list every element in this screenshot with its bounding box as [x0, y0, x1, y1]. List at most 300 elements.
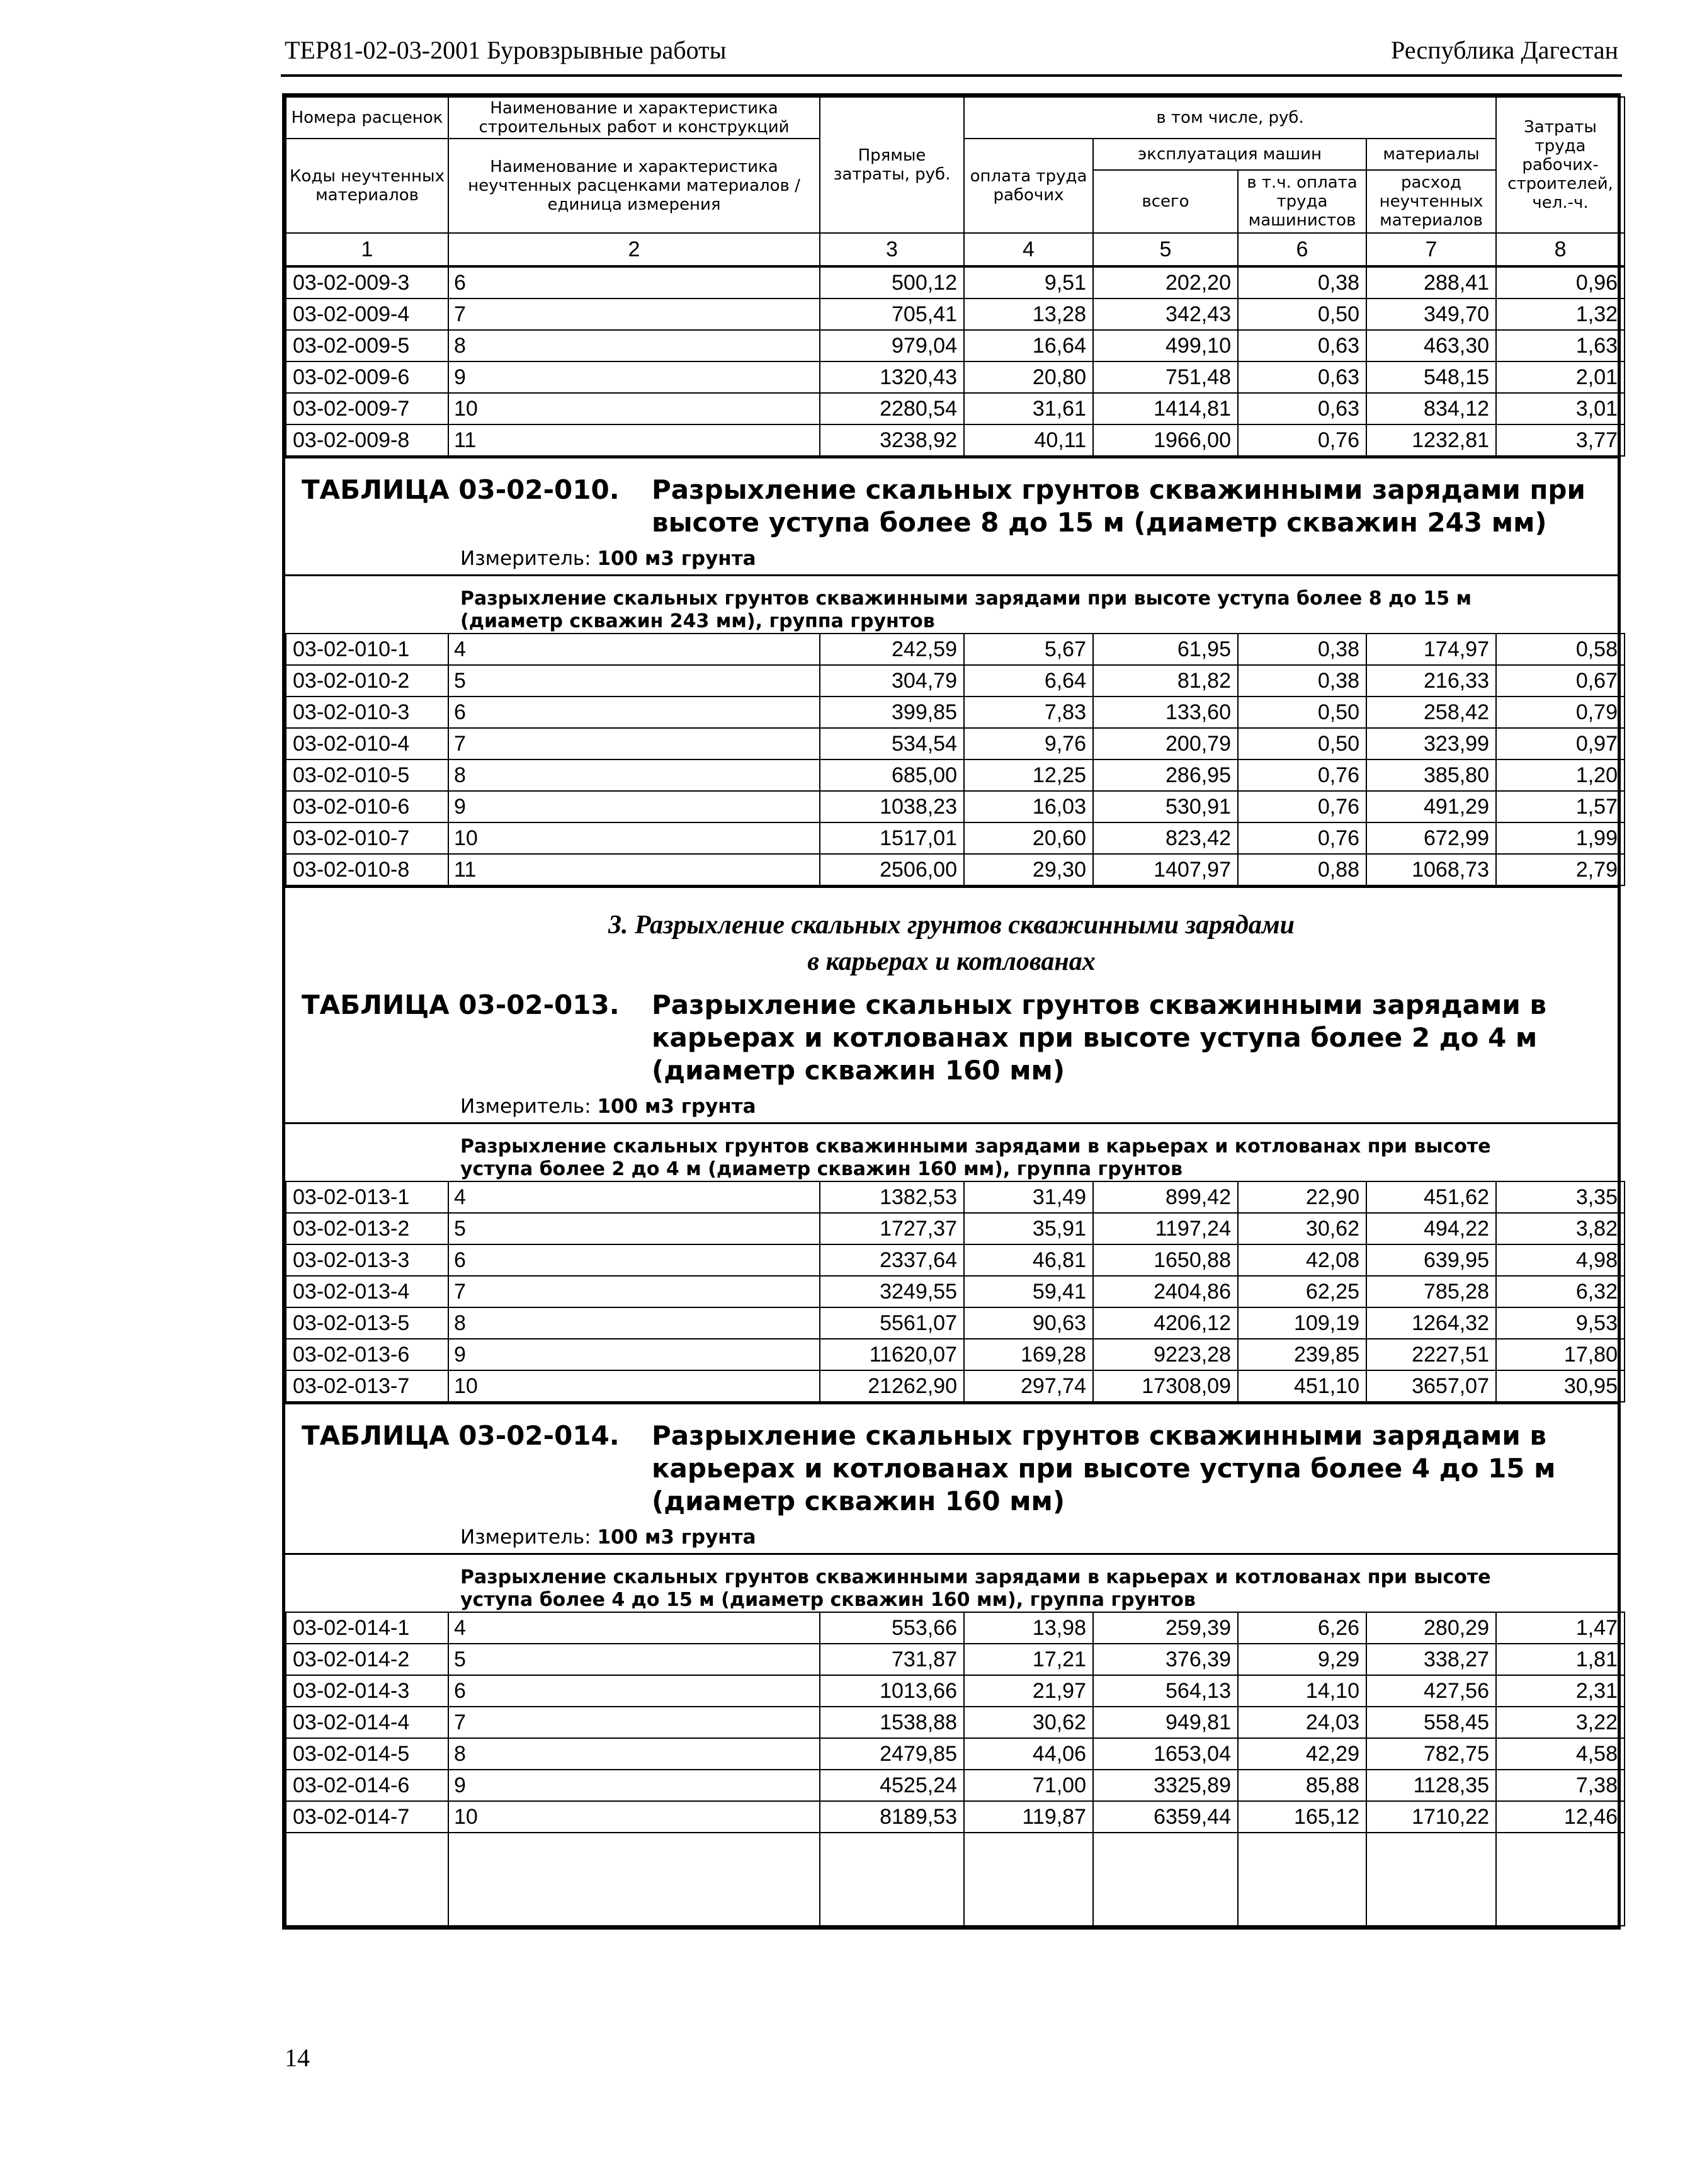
cell-rate-code: 03-02-010-5: [286, 759, 448, 791]
table-014-measure: [285, 1518, 1618, 1553]
cell-machines-total: 751,48: [1093, 361, 1238, 393]
cell-rock-group: 4: [448, 1181, 820, 1213]
cell-rate-code: 03-02-013-6: [286, 1339, 448, 1370]
cell-materials: 1068,73: [1366, 854, 1496, 885]
table-013-title: Разрыхление скальных грунтов скважинными зарядами в карьерах и котлованах при высоте уступа более 2 до 4 м (диаметр скважин 160 мм): [652, 989, 1546, 1086]
cell-rate-code: 03-02-010-7: [286, 822, 448, 854]
cell-direct-costs: 1382,53: [820, 1181, 964, 1213]
cell-materials: 258,42: [1366, 697, 1496, 728]
cell-machines-total: 9223,28: [1093, 1339, 1238, 1370]
cell-rock-group: 4: [448, 634, 820, 665]
cell-machines-total: 1650,88: [1093, 1244, 1238, 1276]
cell-rock-group: 7: [448, 1276, 820, 1307]
cell-rate-code: 03-02-010-8: [286, 854, 448, 885]
cell-rate-code: 03-02-009-5: [286, 330, 448, 361]
header-machines-total: всего: [1093, 170, 1238, 233]
table-row: [286, 330, 1625, 361]
header-machines-labor: в т.ч. оплата труда машинистов: [1238, 170, 1366, 233]
cell-rate-code: 03-02-013-3: [286, 1244, 448, 1276]
cell-labor-pay: 297,74: [964, 1370, 1093, 1402]
cell-rock-group: 8: [448, 1738, 820, 1770]
rates-table-010: [285, 633, 1625, 886]
cell-direct-costs: 1538,88: [820, 1707, 964, 1738]
cell-labor-pay: 9,51: [964, 266, 1093, 299]
header-materials-unaccounted: расход неучтенных материалов: [1366, 170, 1496, 233]
header-rule: [281, 74, 1622, 77]
cell-machines-labor: 42,29: [1238, 1738, 1366, 1770]
cell-rock-group: 5: [448, 665, 820, 697]
cell-machines-total: 1653,04: [1093, 1738, 1238, 1770]
cell-machines-total: 342,43: [1093, 299, 1238, 330]
cell-machines-total: 61,95: [1093, 634, 1238, 665]
cell-materials: 216,33: [1366, 665, 1496, 697]
colnum-3: 3: [820, 233, 964, 266]
cell-labor-pay: 20,60: [964, 822, 1093, 854]
table-row: [286, 1213, 1625, 1244]
cell-machines-labor: 165,12: [1238, 1801, 1366, 1833]
table-014-group: [285, 1555, 1618, 1612]
cell-labor-hours: 3,22: [1496, 1707, 1625, 1738]
cell-rock-group: 6: [448, 697, 820, 728]
header-rate-numbers: Номера расценок: [286, 97, 448, 139]
cell-labor-pay: 59,41: [964, 1276, 1093, 1307]
cell-materials: 1710,22: [1366, 1801, 1496, 1833]
cell-materials: 3657,07: [1366, 1370, 1496, 1402]
cell-machines-labor: 85,88: [1238, 1770, 1366, 1801]
cell-direct-costs: 242,59: [820, 634, 964, 665]
cell-machines-labor: 22,90: [1238, 1181, 1366, 1213]
header-material-codes: Коды неучтенных материалов: [286, 139, 448, 233]
cell-direct-costs: 685,00: [820, 759, 964, 791]
cell-labor-pay: 31,61: [964, 393, 1093, 424]
cell-labor-hours: 17,80: [1496, 1339, 1625, 1370]
cell-machines-total: 6359,44: [1093, 1801, 1238, 1833]
cell-materials: 782,75: [1366, 1738, 1496, 1770]
cell-direct-costs: 8189,53: [820, 1801, 964, 1833]
cell-machines-labor: 30,62: [1238, 1213, 1366, 1244]
cell-rate-code: 03-02-014-3: [286, 1675, 448, 1707]
cell-machines-total: 376,39: [1093, 1644, 1238, 1675]
cell-rock-group: 8: [448, 759, 820, 791]
header-materials: материалы: [1366, 139, 1496, 170]
cell-materials: 2227,51: [1366, 1339, 1496, 1370]
cell-labor-pay: 119,87: [964, 1801, 1093, 1833]
cell-machines-labor: 0,63: [1238, 361, 1366, 393]
cell-materials: 785,28: [1366, 1276, 1496, 1307]
cell-rate-code: 03-02-009-7: [286, 393, 448, 424]
cell-rate-code: 03-02-013-5: [286, 1307, 448, 1339]
cell-machines-labor: 62,25: [1238, 1276, 1366, 1307]
colnum-1: 1: [286, 233, 448, 266]
cell-rate-code: 03-02-013-7: [286, 1370, 448, 1402]
table-row: [286, 1770, 1625, 1801]
cell-machines-total: 564,13: [1093, 1675, 1238, 1707]
cell-direct-costs: 11620,07: [820, 1339, 964, 1370]
group-line-1: Разрыхление скальных грунтов скважинными зарядами в карьерах и котлованах при высоте: [460, 1566, 1491, 1588]
table-014-label: ТАБЛИЦА 03-02-014.: [302, 1420, 620, 1451]
table-row: [286, 424, 1625, 456]
cell-materials: 174,97: [1366, 634, 1496, 665]
cell-labor-hours: 4,58: [1496, 1738, 1625, 1770]
table-row: [286, 1276, 1625, 1307]
cell-materials: 280,29: [1366, 1612, 1496, 1644]
cell-labor-pay: 31,49: [964, 1181, 1093, 1213]
group-line-2: (диаметр скважин 243 мм), группа грунтов: [460, 610, 935, 632]
header-work-name: Наименование и характеристика строительных работ и конструкций: [448, 97, 820, 139]
cell-labor-hours: 4,98: [1496, 1244, 1625, 1276]
cell-rock-group: 10: [448, 822, 820, 854]
header-including: в том числе, руб.: [964, 97, 1496, 139]
cell-labor-pay: 44,06: [964, 1738, 1093, 1770]
cell-machines-total: 17308,09: [1093, 1370, 1238, 1402]
cell-machines-labor: 24,03: [1238, 1707, 1366, 1738]
cell-rate-code: 03-02-010-3: [286, 697, 448, 728]
cell-machines-total: 899,42: [1093, 1181, 1238, 1213]
cell-rock-group: 6: [448, 1244, 820, 1276]
page-number: 14: [285, 2044, 310, 2072]
cell-machines-labor: 6,26: [1238, 1612, 1366, 1644]
cell-labor-hours: 30,95: [1496, 1370, 1625, 1402]
cell-machines-labor: 0,63: [1238, 330, 1366, 361]
cell-rock-group: 4: [448, 1612, 820, 1644]
cell-materials: 1128,35: [1366, 1770, 1496, 1801]
cell-materials: 548,15: [1366, 361, 1496, 393]
cell-rate-code: 03-02-013-2: [286, 1213, 448, 1244]
table-row: [286, 1738, 1625, 1770]
cell-rock-group: 11: [448, 424, 820, 456]
colnum-5: 5: [1093, 233, 1238, 266]
cell-machines-total: 202,20: [1093, 266, 1238, 299]
cell-rock-group: 8: [448, 1307, 820, 1339]
cell-labor-pay: 90,63: [964, 1307, 1093, 1339]
cell-rock-group: 7: [448, 299, 820, 330]
cell-rock-group: 9: [448, 1339, 820, 1370]
cell-machines-labor: 0,76: [1238, 759, 1366, 791]
table-row: [286, 361, 1625, 393]
table-013-label: ТАБЛИЦА 03-02-013.: [302, 989, 620, 1020]
document-header-region: Республика Дагестан: [1391, 36, 1618, 64]
cell-rate-code: 03-02-014-4: [286, 1707, 448, 1738]
cell-materials: 639,95: [1366, 1244, 1496, 1276]
cell-rock-group: 6: [448, 1675, 820, 1707]
table-row: [286, 665, 1625, 697]
cell-rock-group: 10: [448, 1370, 820, 1402]
cell-direct-costs: 553,66: [820, 1612, 964, 1644]
cell-labor-pay: 21,97: [964, 1675, 1093, 1707]
cell-machines-total: 530,91: [1093, 791, 1238, 822]
table-row: [286, 393, 1625, 424]
cell-labor-hours: 0,97: [1496, 728, 1625, 759]
table-row: [286, 728, 1625, 759]
cell-labor-hours: 6,32: [1496, 1276, 1625, 1307]
cell-labor-pay: 13,28: [964, 299, 1093, 330]
cell-labor-pay: 169,28: [964, 1339, 1093, 1370]
cell-labor-hours: 2,01: [1496, 361, 1625, 393]
cell-materials: 427,56: [1366, 1675, 1496, 1707]
cell-labor-pay: 71,00: [964, 1770, 1093, 1801]
cell-direct-costs: 4525,24: [820, 1770, 964, 1801]
cell-machines-total: 81,82: [1093, 665, 1238, 697]
table-010-group: [285, 576, 1618, 633]
section-3-block: [285, 886, 1618, 1122]
cell-direct-costs: 705,41: [820, 299, 964, 330]
cell-labor-hours: 0,58: [1496, 634, 1625, 665]
cell-machines-labor: 0,38: [1238, 665, 1366, 697]
cell-rock-group: 9: [448, 1770, 820, 1801]
cell-materials: 349,70: [1366, 299, 1496, 330]
table-013-group: [285, 1124, 1618, 1181]
cell-direct-costs: 21262,90: [820, 1370, 964, 1402]
measure-value: 100 м3 грунта: [597, 547, 756, 570]
cell-labor-hours: 0,96: [1496, 266, 1625, 299]
cell-rate-code: 03-02-014-1: [286, 1612, 448, 1644]
table-row: [286, 697, 1625, 728]
rates-document: [282, 93, 1621, 1930]
cell-labor-pay: 7,83: [964, 697, 1093, 728]
table-010-title: Разрыхление скальных грунтов скважинными зарядами при высоте уступа более 8 до 15 м (диаметр скважин 243 мм): [652, 474, 1585, 538]
cell-machines-labor: 0,76: [1238, 791, 1366, 822]
cell-rate-code: 03-02-009-6: [286, 361, 448, 393]
cell-materials: 672,99: [1366, 822, 1496, 854]
cell-labor-pay: 46,81: [964, 1244, 1093, 1276]
rates-table-009: [285, 96, 1625, 457]
cell-rate-code: 03-02-014-6: [286, 1770, 448, 1801]
table-row: [286, 1707, 1625, 1738]
cell-direct-costs: 3238,92: [820, 424, 964, 456]
measure-label: Измеритель:: [460, 1526, 591, 1549]
header-labor-pay: оплата труда рабочих: [964, 139, 1093, 233]
cell-direct-costs: 1727,37: [820, 1213, 964, 1244]
cell-labor-hours: 9,53: [1496, 1307, 1625, 1339]
cell-labor-hours: 1,81: [1496, 1644, 1625, 1675]
cell-labor-hours: 3,82: [1496, 1213, 1625, 1244]
cell-materials: 451,62: [1366, 1181, 1496, 1213]
cell-machines-total: 1197,24: [1093, 1213, 1238, 1244]
cell-machines-total: 1407,97: [1093, 854, 1238, 885]
table-row: [286, 1370, 1625, 1402]
cell-materials: 834,12: [1366, 393, 1496, 424]
colnum-4: 4: [964, 233, 1093, 266]
measure-value: 100 м3 грунта: [597, 1526, 756, 1549]
cell-machines-labor: 42,08: [1238, 1244, 1366, 1276]
table-row: [286, 1612, 1625, 1644]
group-line-1: Разрыхление скальных грунтов скважинными зарядами при высоте уступа более 8 до 15 м: [460, 588, 1472, 610]
table-row: [286, 1181, 1625, 1213]
cell-rock-group: 5: [448, 1213, 820, 1244]
table-row: [286, 759, 1625, 791]
section-3-line-1: 3. Разрыхление скальных грунтов скважинными зарядами: [608, 911, 1295, 940]
table-row: [286, 299, 1625, 330]
section-3-line-2: в карьерах и котлованах: [807, 947, 1096, 976]
cell-materials: 463,30: [1366, 330, 1496, 361]
cell-machines-labor: 0,38: [1238, 266, 1366, 299]
cell-machines-labor: 0,50: [1238, 728, 1366, 759]
cell-direct-costs: 500,12: [820, 266, 964, 299]
cell-machines-labor: 239,85: [1238, 1339, 1366, 1370]
cell-labor-hours: 1,20: [1496, 759, 1625, 791]
cell-machines-total: 499,10: [1093, 330, 1238, 361]
cell-machines-total: 949,81: [1093, 1707, 1238, 1738]
table-row: [286, 1307, 1625, 1339]
cell-machines-labor: 109,19: [1238, 1307, 1366, 1339]
cell-machines-total: 133,60: [1093, 697, 1238, 728]
group-line-1: Разрыхление скальных грунтов скважинными зарядами в карьерах и котлованах при высоте: [460, 1135, 1491, 1157]
table-row: [286, 791, 1625, 822]
cell-materials: 558,45: [1366, 1707, 1496, 1738]
cell-direct-costs: 2280,54: [820, 393, 964, 424]
cell-machines-labor: 0,63: [1238, 393, 1366, 424]
cell-labor-pay: 35,91: [964, 1213, 1093, 1244]
table-row: [286, 822, 1625, 854]
cell-machines-labor: 14,10: [1238, 1675, 1366, 1707]
cell-labor-pay: 16,64: [964, 330, 1093, 361]
cell-machines-labor: 0,50: [1238, 697, 1366, 728]
table-row: [286, 266, 1625, 299]
cell-labor-pay: 6,64: [964, 665, 1093, 697]
group-line-2: уступа более 2 до 4 м (диаметр скважин 160 мм), группа грунтов: [460, 1158, 1182, 1180]
cell-labor-hours: 2,79: [1496, 854, 1625, 885]
cell-rate-code: 03-02-013-4: [286, 1276, 448, 1307]
cell-rock-group: 6: [448, 266, 820, 299]
cell-machines-labor: 0,76: [1238, 424, 1366, 456]
cell-rock-group: 5: [448, 1644, 820, 1675]
colnum-7: 7: [1366, 233, 1496, 266]
table-010-label: ТАБЛИЦА 03-02-010.: [302, 474, 620, 505]
cell-materials: 1232,81: [1366, 424, 1496, 456]
cell-machines-total: 823,42: [1093, 822, 1238, 854]
cell-direct-costs: 304,79: [820, 665, 964, 697]
table-row: [286, 1244, 1625, 1276]
colnum-2: 2: [448, 233, 820, 266]
table-row: [286, 1801, 1625, 1833]
table-014-block: [285, 1402, 1618, 1553]
cell-direct-costs: 979,04: [820, 330, 964, 361]
cell-machines-total: 1414,81: [1093, 393, 1238, 424]
table-row: [286, 634, 1625, 665]
cell-labor-pay: 13,98: [964, 1612, 1093, 1644]
cell-rock-group: 9: [448, 361, 820, 393]
empty-row: [286, 1833, 1625, 1926]
cell-direct-costs: 3249,55: [820, 1276, 964, 1307]
cell-machines-total: 2404,86: [1093, 1276, 1238, 1307]
cell-direct-costs: 2337,64: [820, 1244, 964, 1276]
cell-labor-hours: 3,35: [1496, 1181, 1625, 1213]
cell-machines-labor: 0,38: [1238, 634, 1366, 665]
cell-labor-hours: 1,47: [1496, 1612, 1625, 1644]
cell-direct-costs: 5561,07: [820, 1307, 964, 1339]
cell-rate-code: 03-02-013-1: [286, 1181, 448, 1213]
cell-rate-code: 03-02-009-8: [286, 424, 448, 456]
cell-machines-labor: 0,88: [1238, 854, 1366, 885]
colnum-6: 6: [1238, 233, 1366, 266]
table-010-measure: [285, 539, 1618, 574]
cell-labor-pay: 9,76: [964, 728, 1093, 759]
cell-direct-costs: 534,54: [820, 728, 964, 759]
cell-machines-total: 3325,89: [1093, 1770, 1238, 1801]
cell-labor-hours: 2,31: [1496, 1675, 1625, 1707]
cell-machines-labor: 9,29: [1238, 1644, 1366, 1675]
cell-machines-total: 259,39: [1093, 1612, 1238, 1644]
cell-rate-code: 03-02-010-1: [286, 634, 448, 665]
cell-labor-hours: 1,63: [1496, 330, 1625, 361]
header-labor-cost: Затраты труда рабочих-строителей, чел.-ч.: [1496, 97, 1625, 233]
cell-materials: 385,80: [1366, 759, 1496, 791]
table-row: [286, 1644, 1625, 1675]
cell-direct-costs: 2506,00: [820, 854, 964, 885]
table-010-block: [285, 457, 1618, 574]
document-header-title: ТЕР81-02-03-2001 Буровзрывные работы: [285, 36, 727, 64]
rates-table-013: [285, 1181, 1625, 1402]
cell-labor-pay: 17,21: [964, 1644, 1093, 1675]
cell-labor-pay: 30,62: [964, 1707, 1093, 1738]
cell-rock-group: 11: [448, 854, 820, 885]
measure-label: Измеритель:: [460, 1095, 591, 1118]
cell-rate-code: 03-02-010-6: [286, 791, 448, 822]
cell-rate-code: 03-02-014-7: [286, 1801, 448, 1833]
cell-labor-hours: 1,32: [1496, 299, 1625, 330]
cell-machines-labor: 0,76: [1238, 822, 1366, 854]
cell-direct-costs: 1013,66: [820, 1675, 964, 1707]
cell-direct-costs: 2479,85: [820, 1738, 964, 1770]
cell-labor-hours: 1,99: [1496, 822, 1625, 854]
measure-label: Измеритель:: [460, 547, 591, 570]
cell-rock-group: 10: [448, 1801, 820, 1833]
cell-labor-hours: 1,57: [1496, 791, 1625, 822]
cell-machines-total: 4206,12: [1093, 1307, 1238, 1339]
cell-machines-total: 200,79: [1093, 728, 1238, 759]
rates-table-014: [285, 1612, 1625, 1926]
table-013-measure: [285, 1087, 1618, 1122]
cell-labor-hours: 3,01: [1496, 393, 1625, 424]
cell-rock-group: 9: [448, 791, 820, 822]
cell-labor-hours: 7,38: [1496, 1770, 1625, 1801]
group-line-2: уступа более 4 до 15 м (диаметр скважин 160 мм), группа грунтов: [460, 1589, 1196, 1611]
cell-labor-pay: 16,03: [964, 791, 1093, 822]
cell-rate-code: 03-02-009-3: [286, 266, 448, 299]
cell-labor-hours: 12,46: [1496, 1801, 1625, 1833]
cell-materials: 1264,32: [1366, 1307, 1496, 1339]
cell-rate-code: 03-02-009-4: [286, 299, 448, 330]
cell-machines-total: 286,95: [1093, 759, 1238, 791]
cell-labor-hours: 3,77: [1496, 424, 1625, 456]
header-direct-costs: Прямые затраты, руб.: [820, 97, 964, 233]
colnum-8: 8: [1496, 233, 1625, 266]
cell-direct-costs: 1038,23: [820, 791, 964, 822]
cell-labor-pay: 20,80: [964, 361, 1093, 393]
cell-rock-group: 7: [448, 728, 820, 759]
cell-machines-total: 1966,00: [1093, 424, 1238, 456]
cell-direct-costs: 731,87: [820, 1644, 964, 1675]
cell-materials: 288,41: [1366, 266, 1496, 299]
table-014-title: Разрыхление скальных грунтов скважинными зарядами в карьерах и котлованах при высоте уступа более 4 до 15 м (диаметр скважин 160 мм): [652, 1420, 1556, 1516]
cell-rock-group: 8: [448, 330, 820, 361]
cell-rock-group: 7: [448, 1707, 820, 1738]
table-row: [286, 1339, 1625, 1370]
measure-value: 100 м3 грунта: [597, 1095, 756, 1118]
cell-rate-code: 03-02-010-4: [286, 728, 448, 759]
cell-labor-hours: 0,67: [1496, 665, 1625, 697]
header-machines: эксплуатация машин: [1093, 139, 1366, 170]
cell-labor-hours: 0,79: [1496, 697, 1625, 728]
table-row: [286, 1675, 1625, 1707]
cell-rate-code: 03-02-010-2: [286, 665, 448, 697]
cell-machines-labor: 451,10: [1238, 1370, 1366, 1402]
cell-materials: 338,27: [1366, 1644, 1496, 1675]
cell-labor-pay: 40,11: [964, 424, 1093, 456]
section-3-title: [285, 888, 1618, 986]
cell-labor-pay: 5,67: [964, 634, 1093, 665]
cell-rate-code: 03-02-014-2: [286, 1644, 448, 1675]
